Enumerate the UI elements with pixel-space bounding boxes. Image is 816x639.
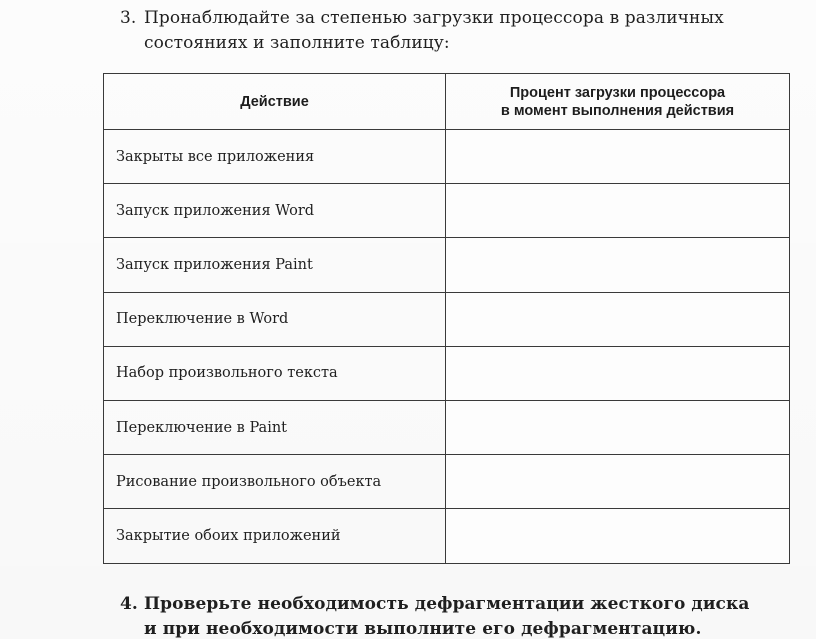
- table-row: [104, 346, 790, 400]
- row-load-input-cell[interactable]: [446, 346, 790, 400]
- table-row: [104, 130, 790, 184]
- row-load-input-cell[interactable]: [446, 400, 790, 454]
- row-action-cell: Запуск приложения Word: [104, 184, 446, 238]
- task-3: [120, 6, 810, 56]
- row-load-input-cell[interactable]: [446, 184, 790, 238]
- row-load-input-cell[interactable]: [446, 130, 790, 184]
- row-load-input-cell[interactable]: [446, 292, 790, 346]
- task-4-line-2: и при необходимости выполните его дефрагментацию.: [144, 619, 702, 639]
- table-row: [104, 509, 790, 563]
- task-4: [120, 592, 810, 639]
- task-3-line-1: Пронаблюдайте за степенью загрузки процессора в различных: [144, 8, 724, 28]
- row-load-input-cell[interactable]: [446, 455, 790, 509]
- task-3-line-2: состояниях и заполните таблицу:: [144, 33, 450, 53]
- row-load-input-cell[interactable]: [446, 509, 790, 563]
- row-action-cell: Закрытие обоих приложений: [104, 509, 446, 563]
- header-cpu-load: [446, 74, 790, 130]
- task-3-number: 3.: [120, 8, 137, 28]
- header-cpu-load-line-2: в момент выполнения действия: [500, 102, 735, 119]
- table-row: [104, 184, 790, 238]
- cpu-load-table: [103, 73, 790, 564]
- row-action-cell: Набор произвольного текста: [104, 346, 446, 400]
- row-action-cell: Переключение в Paint: [104, 400, 446, 454]
- table-header-row: [104, 74, 790, 130]
- row-action-cell: Закрыты все приложения: [104, 130, 446, 184]
- table-row: [104, 238, 790, 292]
- header-action: [104, 74, 446, 130]
- cpu-load-table-wrapper: [103, 73, 789, 564]
- row-action-cell: Рисование произвольного объекта: [104, 455, 446, 509]
- header-action-label: Действие: [240, 93, 309, 110]
- row-load-input-cell[interactable]: [446, 238, 790, 292]
- task-4-number: 4.: [120, 594, 138, 614]
- header-cpu-load-line-1: Процент загрузки процессора: [509, 84, 726, 101]
- task-4-line-1: Проверьте необходимость дефрагментации жесткого диска: [144, 594, 750, 614]
- row-action-cell: Запуск приложения Paint: [104, 238, 446, 292]
- row-action-cell: Переключение в Word: [104, 292, 446, 346]
- table-row: [104, 292, 790, 346]
- table-row: [104, 455, 790, 509]
- table-row: [104, 400, 790, 454]
